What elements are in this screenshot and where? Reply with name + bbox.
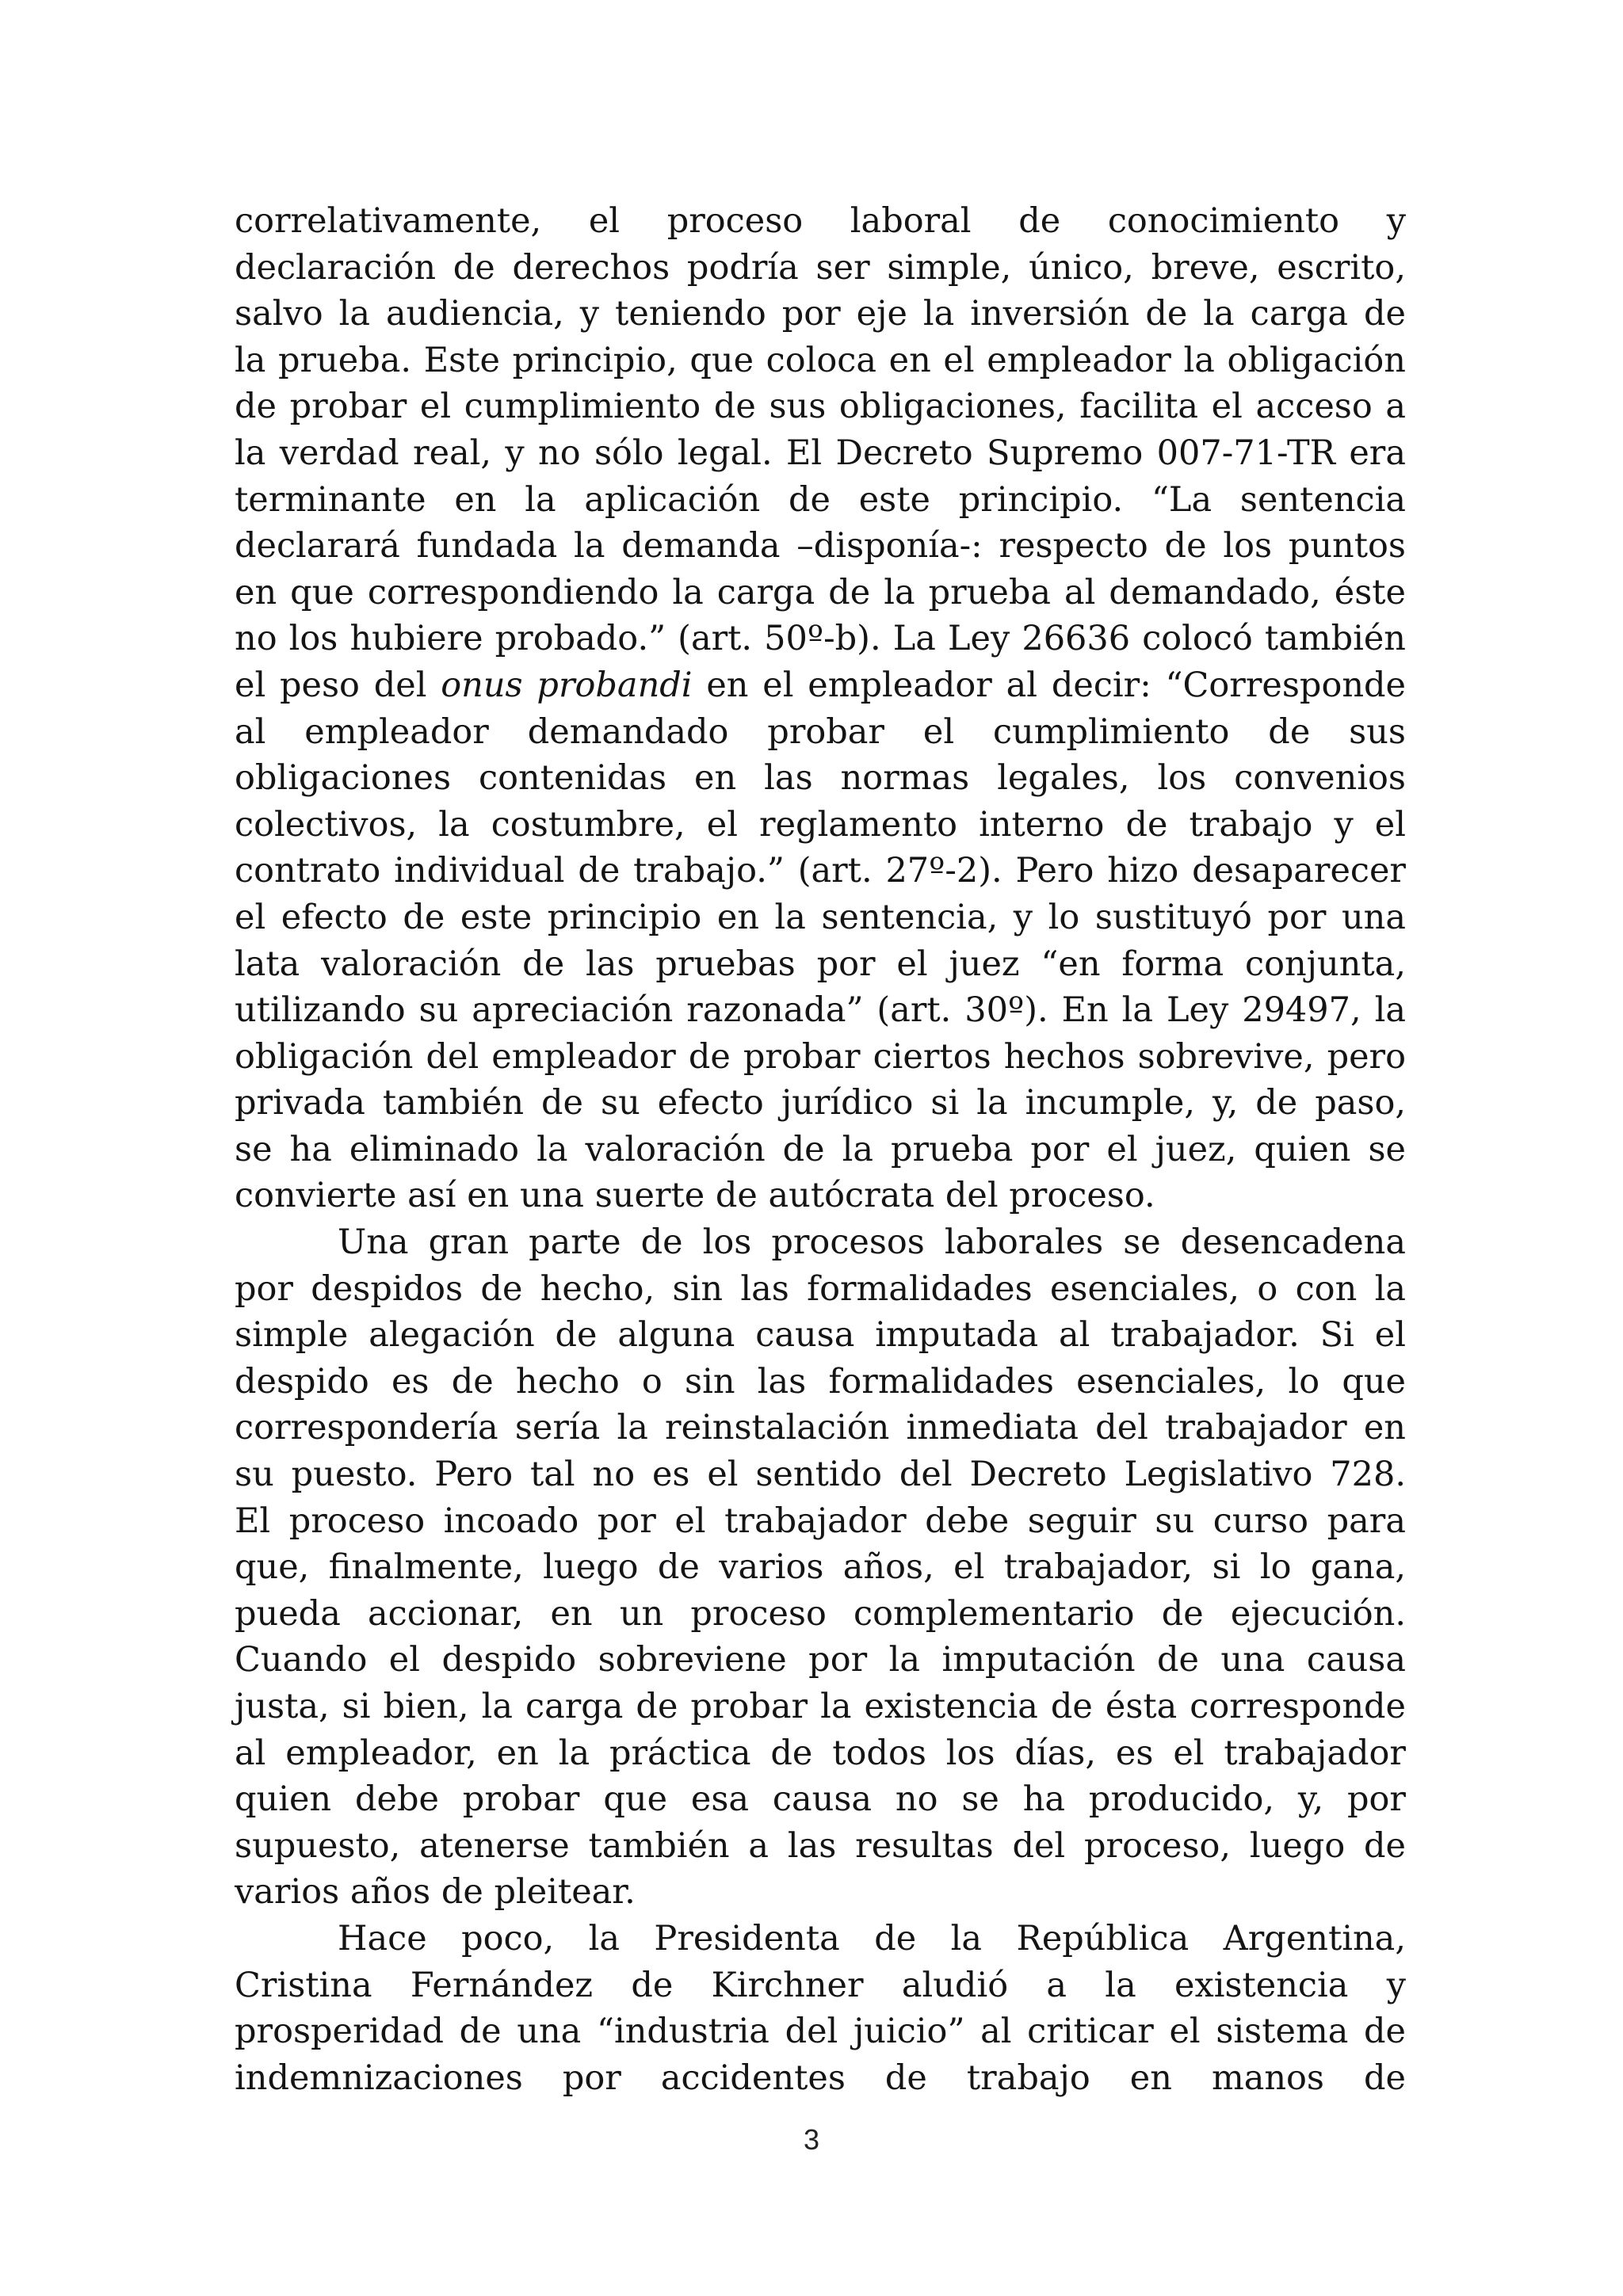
- text-segment: que, finalmente, luego de varios años, el trabajador, si lo gana,: [235, 1547, 1406, 1588]
- text-line: [235, 338, 1406, 384]
- text-line: [235, 662, 1406, 709]
- text-line: [235, 1127, 1406, 1173]
- text-line: [235, 616, 1406, 662]
- text-line: [235, 2055, 1406, 2102]
- text-segment: indemnizaciones por accidentes de trabajo en manos de: [235, 2058, 1406, 2098]
- text-segment: la prueba. Este principio, que coloca en el empleador la obligación: [235, 340, 1406, 380]
- text-segment: varios años de pleitear.: [235, 1872, 636, 1913]
- text-line: [235, 1034, 1406, 1081]
- text-line: [235, 802, 1406, 849]
- text-segment: obligación del empleador de probar ciertos hechos sobrevive, pero: [235, 1036, 1406, 1077]
- text-segment: su puesto. Pero tal no es el sentido del Decreto Legislativo 728.: [235, 1455, 1406, 1495]
- text-segment: declarará fundada la demanda –disponía-: respecto de los puntos: [235, 526, 1406, 566]
- text-line: [235, 894, 1406, 941]
- text-segment: en que correspondiendo la carga de la prueba al demandado, éste: [235, 572, 1406, 612]
- text-segment: por despidos de hecho, sin las formalidades esenciales, o con la: [235, 1268, 1406, 1309]
- text-line: [235, 1916, 1406, 1962]
- text-segment: privada también de su efecto jurídico si la incumple, y, de paso,: [235, 1083, 1406, 1123]
- text-segment: supuesto, atenerse también a las resultas del proceso, luego de: [235, 1825, 1406, 1866]
- paragraph: [235, 1916, 1406, 2101]
- text-line: [235, 198, 1406, 245]
- text-segment: justa, si bien, la carga de probar la existencia de ésta corresponde: [235, 1687, 1406, 1726]
- text-segment: convierte así en una suerte de autócrata del proceso.: [235, 1176, 1155, 1216]
- paragraph: [235, 198, 1406, 1219]
- text-segment: no los hubiere probado.” (art. 50º-b). La Ley 26636 colocó también: [235, 619, 1406, 659]
- text-line: [235, 430, 1406, 477]
- text-line: [235, 1544, 1406, 1591]
- text-segment: contrato individual de trabajo.” (art. 27º-2). Pero hizo desaparecer: [235, 851, 1406, 891]
- text-line: [235, 1637, 1406, 1684]
- text-segment: obligaciones contenidas en las normas legales, los convenios: [235, 758, 1406, 799]
- text-line: [235, 709, 1406, 756]
- text-line: [235, 755, 1406, 802]
- text-segment: pueda accionar, en un proceso complementario de ejecución.: [235, 1593, 1406, 1634]
- body-text: [235, 198, 1406, 2101]
- text-segment: de probar el cumplimiento de sus obligaciones, facilita el acceso a: [235, 387, 1406, 427]
- text-segment: terminante en la aplicación de este principio. “La sentencia: [235, 479, 1406, 520]
- text-line: [235, 2008, 1406, 2055]
- text-line: [235, 1451, 1406, 1498]
- text-segment: colectivos, la costumbre, el reglamento interno de trabajo y el: [235, 804, 1406, 845]
- text-segment: declaración de derechos podría ser simple, único, breve, escrito,: [235, 247, 1406, 288]
- text-line: [235, 987, 1406, 1034]
- text-line: [235, 848, 1406, 894]
- italic-term: onus probandi: [441, 665, 693, 705]
- text-segment: El proceso incoado por el trabajador debe seguir su curso para: [235, 1501, 1406, 1541]
- text-line: [235, 1591, 1406, 1638]
- text-segment: al empleador, en la práctica de todos los días, es el trabajador: [235, 1733, 1406, 1773]
- text-line: [235, 1219, 1406, 1266]
- text-line: [235, 1312, 1406, 1359]
- text-line: [235, 1684, 1406, 1730]
- text-line: [235, 477, 1406, 524]
- text-line: [235, 941, 1406, 988]
- paragraph: [235, 1219, 1406, 1916]
- text-line: [235, 291, 1406, 338]
- text-line: [235, 1080, 1406, 1127]
- text-line: [235, 1730, 1406, 1777]
- text-line: [235, 1776, 1406, 1823]
- text-line: [235, 1962, 1406, 2009]
- text-segment: correlativamente, el proceso laboral de conocimiento y: [235, 201, 1406, 241]
- text-segment: el peso del: [235, 665, 441, 705]
- text-line: [235, 245, 1406, 292]
- text-segment: la verdad real, y no sólo legal. El Decreto Supremo 007-71-TR era: [235, 433, 1406, 473]
- text-segment: salvo la audiencia, y teniendo por eje la inversión de la carga de: [235, 294, 1406, 334]
- text-segment: prosperidad de una “industria del juicio” al criticar el sistema de: [235, 2012, 1406, 2052]
- text-segment: Hace poco, la Presidenta de la República Argentina,: [338, 1918, 1406, 1958]
- text-segment: lata valoración de las pruebas por el juez “en forma conjunta,: [235, 944, 1406, 984]
- text-line: [235, 1823, 1406, 1870]
- text-segment: despido es de hecho o sin las formalidades esenciales, lo que: [235, 1361, 1406, 1402]
- text-line: [235, 1359, 1406, 1405]
- text-line: [235, 1266, 1406, 1313]
- text-segment: simple alegación de alguna causa imputada al trabajador. Si el: [235, 1315, 1406, 1356]
- text-segment: Cuando el despido sobreviene por la imputación de una causa: [235, 1640, 1406, 1680]
- text-segment: se ha eliminado la valoración de la prueba por el juez, quien se: [235, 1129, 1406, 1169]
- text-line: [235, 1405, 1406, 1451]
- text-segment: utilizando su apreciación razonada” (art. 30º). En la Ley 29497, la: [235, 990, 1406, 1031]
- text-line: [235, 383, 1406, 430]
- text-segment: Cristina Fernández de Kirchner aludió a la existencia y: [235, 1965, 1406, 2005]
- text-segment: el efecto de este principio en la sentencia, y lo sustituyó por una: [235, 897, 1406, 937]
- text-segment: quien debe probar que esa causa no se ha producido, y, por: [235, 1779, 1406, 1820]
- text-line: [235, 570, 1406, 616]
- text-line: [235, 1498, 1406, 1545]
- page-number: 3: [803, 2123, 820, 2156]
- text-line: [235, 523, 1406, 570]
- text-segment: Una gran parte de los procesos laborales se desencadena: [338, 1222, 1406, 1263]
- text-line: [235, 1173, 1406, 1219]
- text-segment: correspondería sería la reinstalación inmediata del trabajador en: [235, 1408, 1406, 1448]
- text-segment: en el empleador al decir: “Corresponde: [692, 665, 1407, 705]
- text-segment: al empleador demandado probar el cumplimiento de sus: [235, 711, 1406, 752]
- text-line: [235, 1869, 1406, 1916]
